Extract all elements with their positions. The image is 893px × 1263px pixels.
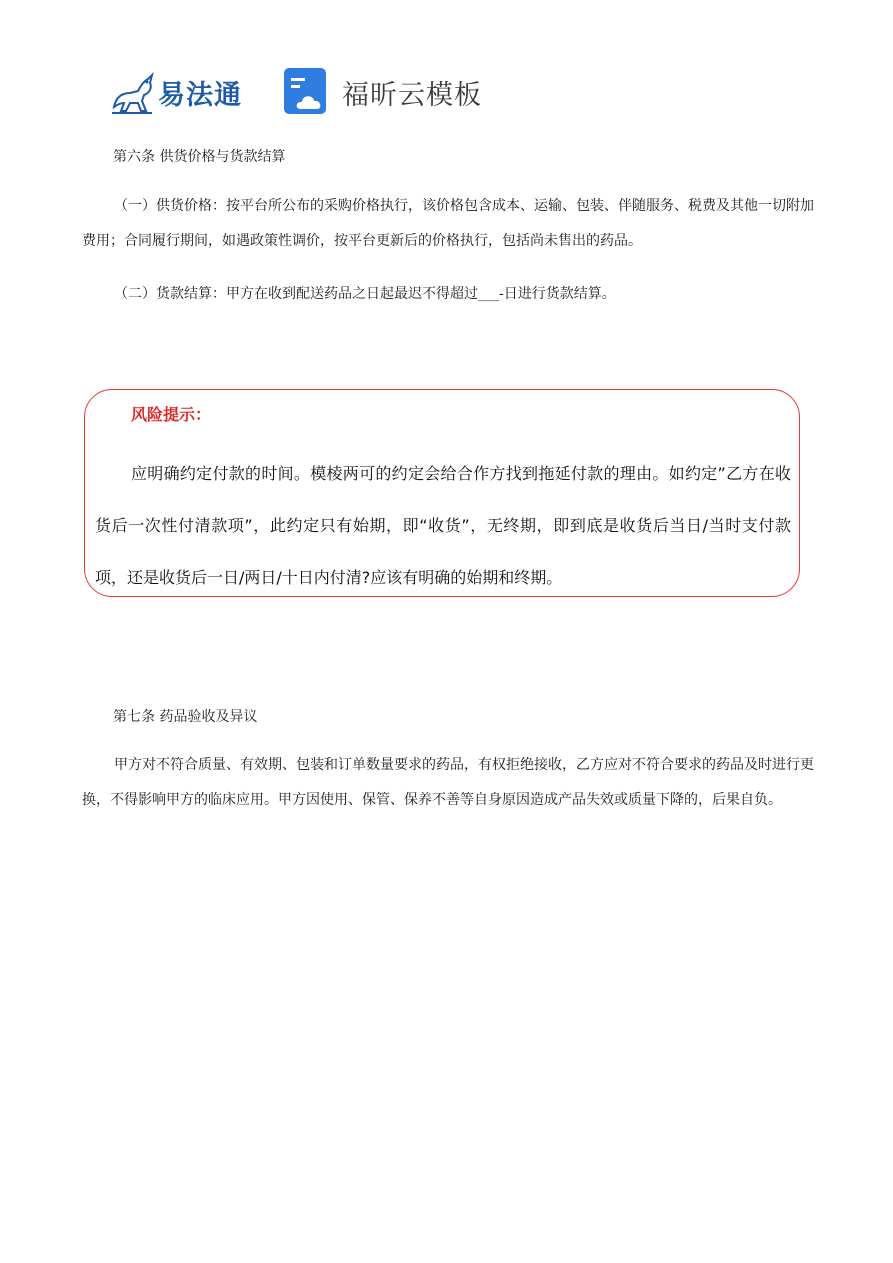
fuxin-logo-text: 福昕云模板 <box>342 79 482 111</box>
fuxin-cloud-icon <box>282 66 332 118</box>
yifatong-logo-text: 易法通 <box>158 79 242 111</box>
article-7-title: 第七条 药品验收及异议 <box>113 709 258 725</box>
article-6-title: 第六条 供货价格与货款结算 <box>113 149 286 165</box>
article-6-clause-2: （二）货款结算：甲方在收到配送药品之日起最迟不得超过___-日进行货款结算。 <box>114 286 616 302</box>
header-logos <box>108 62 482 122</box>
horse-emblem-icon <box>108 67 156 117</box>
risk-notice-body: 应明确约定付款的时间。模棱两可的约定会给合作方找到拖延付款的理由。如约定”乙方在收货后一次性付清款项”，此约定只有始期，即“收货”，无终期，即到底是收货后当日/当时支付款项，还是收货后一日/两日/十日内付清?应该有明确的始期和终期。 <box>95 464 791 587</box>
article-6-clause-1: （一）供货价格：按平台所公布的采购价格执行，该价格包含成本、运输、包装、伴随服务、税费及其他一切附加费用；合同履行期间，如遇政策性调价，按平台更新后的价格执行，包括尚未售出的药品。 <box>82 198 814 249</box>
article-7-body: 甲方对不符合质量、有效期、包装和订单数量要求的药品，有权拒绝接收，乙方应对不符合要求的药品及时进行更换，不得影响甲方的临床应用。甲方因使用、保管、保养不善等自身原因造成产品失效或质量下降的，后果自负。 <box>82 757 814 808</box>
yifatong-logo <box>108 63 258 121</box>
fuxin-logo <box>282 66 482 118</box>
risk-notice-title: 风险提示： <box>131 405 212 424</box>
risk-notice-box <box>84 389 800 597</box>
